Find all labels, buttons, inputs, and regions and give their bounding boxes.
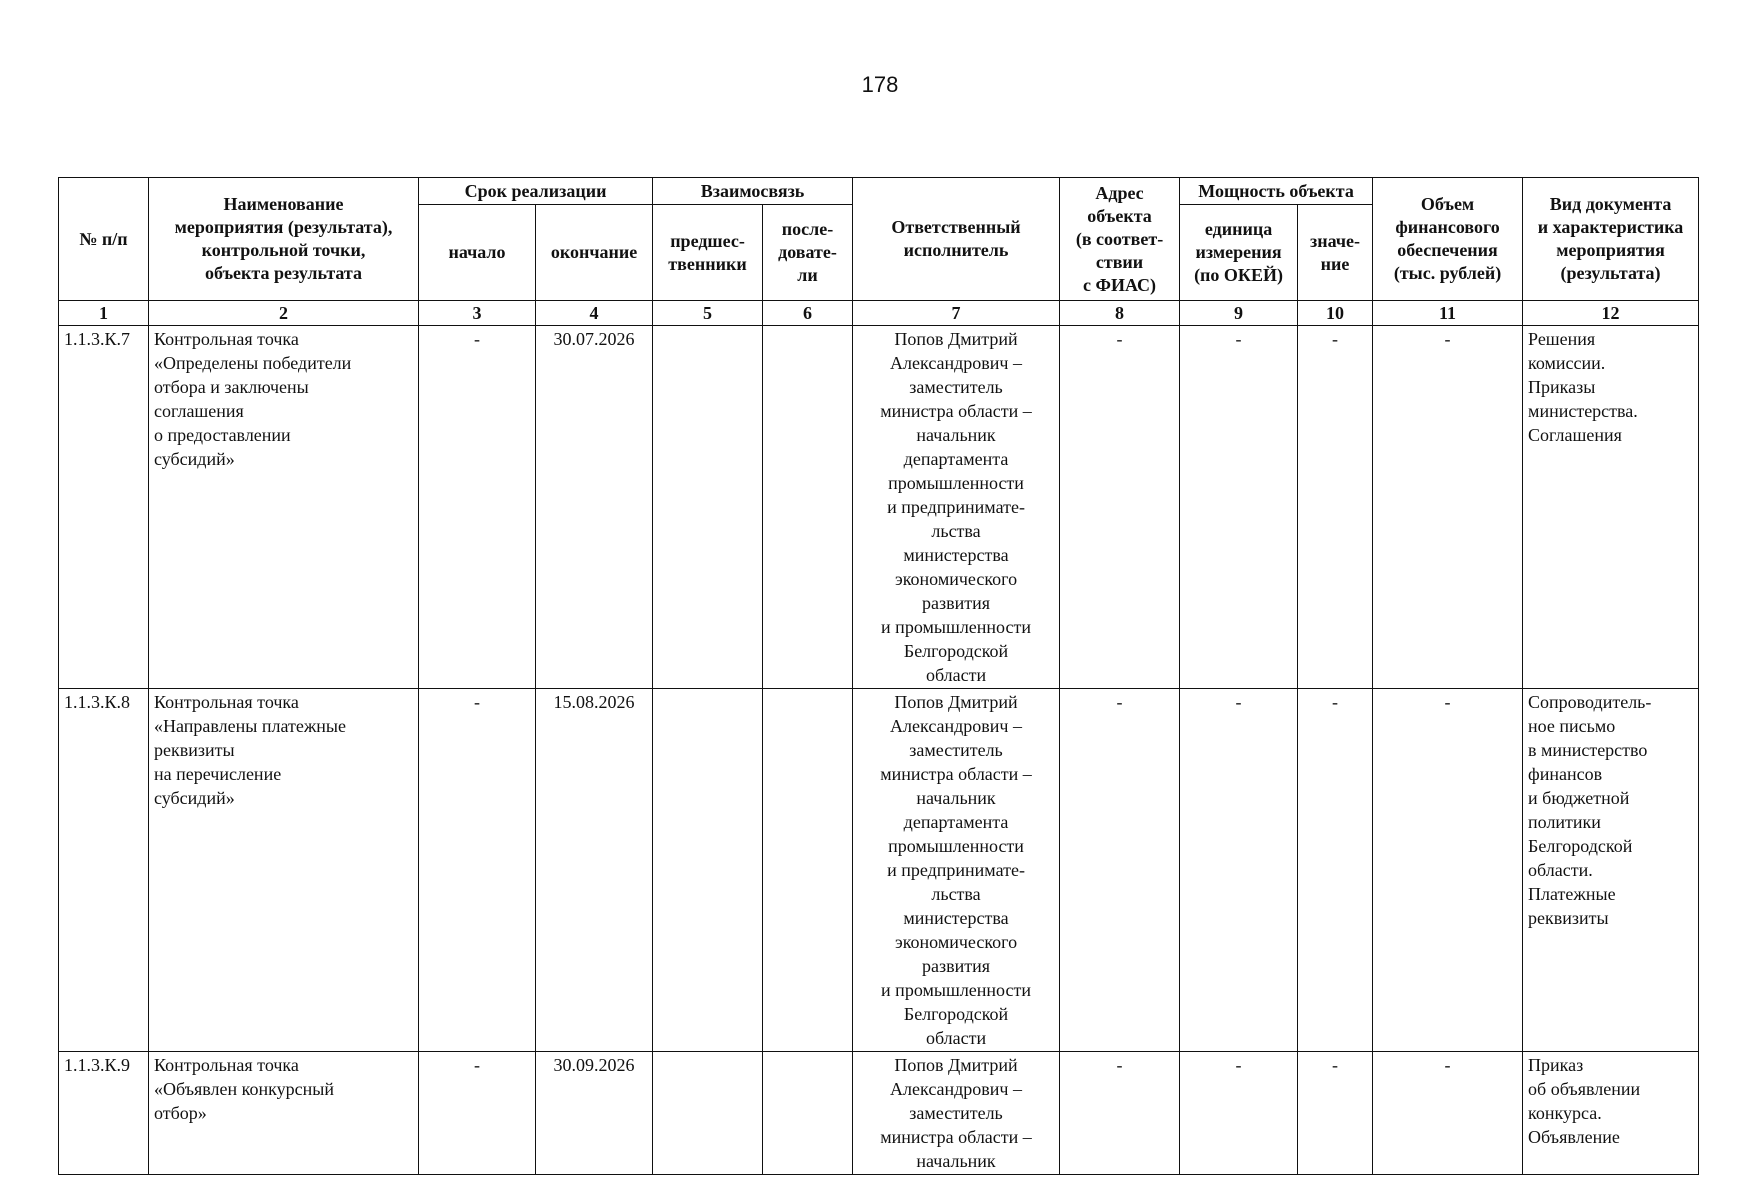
row-address: - — [1060, 1052, 1180, 1175]
row-start: - — [419, 689, 536, 1052]
header-start: начало — [419, 205, 536, 301]
row-value: - — [1298, 1052, 1373, 1175]
row-start: - — [419, 1052, 536, 1175]
row-unit: - — [1180, 1052, 1298, 1175]
column-number: 6 — [763, 301, 853, 326]
header-executor: Ответственный исполнитель — [853, 178, 1060, 301]
row-end: 30.07.2026 — [536, 326, 653, 689]
header-unit: единица измерения (по ОКЕЙ) — [1180, 205, 1298, 301]
row-successors — [763, 1052, 853, 1175]
column-number: 9 — [1180, 301, 1298, 326]
column-number: 2 — [149, 301, 419, 326]
header-period-group: Срок реализации — [419, 178, 653, 205]
row-successors — [763, 689, 853, 1052]
column-number: 4 — [536, 301, 653, 326]
table-row — [59, 1052, 1699, 1175]
row-start: - — [419, 326, 536, 689]
row-unit: - — [1180, 689, 1298, 1052]
header-value: значе- ние — [1298, 205, 1373, 301]
column-number: 1 — [59, 301, 149, 326]
header-name: Наименование мероприятия (результата), контрольной точки, объекта результата — [149, 178, 419, 301]
row-executor: Попов Дмитрий Александрович – заместитель министра области – начальник департамента промышленности и предпринимате- льства министерства экономического развития и промышленности Белгородской области — [853, 689, 1060, 1052]
row-name: Контрольная точка «Объявлен конкурсный отбор» — [149, 1052, 419, 1175]
measures-table — [58, 177, 1699, 1175]
row-unit: - — [1180, 326, 1298, 689]
column-number: 5 — [653, 301, 763, 326]
header-end: окончание — [536, 205, 653, 301]
row-executor: Попов Дмитрий Александрович – заместитель министра области – начальник департамента промышленности и предпринимате- льства министерства экономического развития и промышленности Белгородской области — [853, 326, 1060, 689]
row-end: 30.09.2026 — [536, 1052, 653, 1175]
table-row — [59, 689, 1699, 1052]
column-number: 12 — [1523, 301, 1699, 326]
column-number: 10 — [1298, 301, 1373, 326]
row-address: - — [1060, 326, 1180, 689]
column-number: 3 — [419, 301, 536, 326]
header-link-group: Взаимосвязь — [653, 178, 853, 205]
row-value: - — [1298, 689, 1373, 1052]
row-predecessors — [653, 326, 763, 689]
column-number: 8 — [1060, 301, 1180, 326]
row-document: Решения комиссии. Приказы министерства. Соглашения — [1523, 326, 1699, 689]
table-row — [59, 326, 1699, 689]
table-header — [59, 178, 1699, 326]
column-number: 11 — [1373, 301, 1523, 326]
row-address: - — [1060, 689, 1180, 1052]
header-successors: после- довате- ли — [763, 205, 853, 301]
page-number: 178 — [861, 72, 899, 97]
row-finance: - — [1373, 326, 1523, 689]
header-finance: Объем финансового обеспечения (тыс. рублей) — [1373, 178, 1523, 301]
row-successors — [763, 326, 853, 689]
row-number: 1.1.3.К.7 — [59, 326, 149, 689]
row-finance: - — [1373, 689, 1523, 1052]
row-end: 15.08.2026 — [536, 689, 653, 1052]
row-document: Сопроводитель- ное письмо в министерство финансов и бюджетной политики Белгородской области. Платежные реквизиты — [1523, 689, 1699, 1052]
header-document: Вид документа и характеристика мероприятия (результата) — [1523, 178, 1699, 301]
column-numbers-row — [59, 301, 1699, 326]
row-number: 1.1.3.К.8 — [59, 689, 149, 1052]
header-number: № п/п — [59, 178, 149, 301]
row-finance: - — [1373, 1052, 1523, 1175]
header-power-group: Мощность объекта — [1180, 178, 1373, 205]
row-name: Контрольная точка «Определены победители отбора и заключены соглашения о предоставлении субсидий» — [149, 326, 419, 689]
row-name: Контрольная точка «Направлены платежные реквизиты на перечисление субсидий» — [149, 689, 419, 1052]
header-address: Адрес объекта (в соответ- ствии с ФИАС) — [1060, 178, 1180, 301]
column-number: 7 — [853, 301, 1060, 326]
header-predecessors: предшес- твенники — [653, 205, 763, 301]
row-predecessors — [653, 689, 763, 1052]
row-number: 1.1.3.К.9 — [59, 1052, 149, 1175]
row-executor: Попов Дмитрий Александрович – заместитель министра области – начальник — [853, 1052, 1060, 1175]
row-predecessors — [653, 1052, 763, 1175]
row-document: Приказ об объявлении конкурса. Объявление — [1523, 1052, 1699, 1175]
row-value: - — [1298, 326, 1373, 689]
